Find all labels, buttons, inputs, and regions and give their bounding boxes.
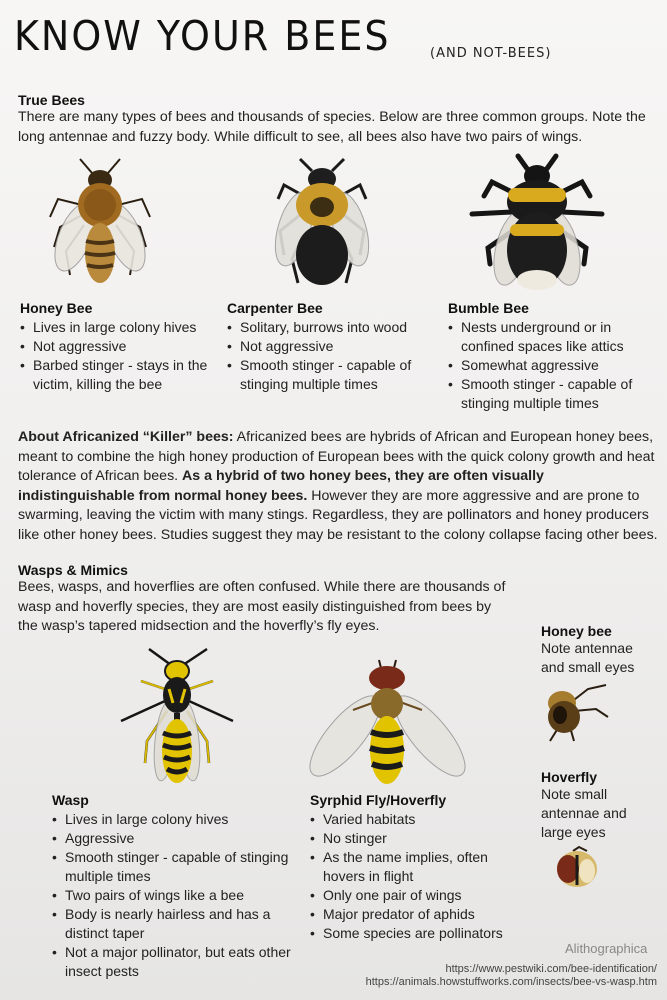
honey-bee-title: Honey Bee: [20, 300, 93, 316]
bumble-bee-title: Bumble Bee: [448, 300, 529, 316]
carpenter-bee-bullets: [227, 318, 432, 394]
carpenter-bee-illustration: [262, 155, 382, 290]
bumble-bee-illustration: [462, 152, 612, 297]
honey-bee-illustration: [40, 155, 160, 290]
list-item: • Not a major pollinator, but eats other insect pests: [52, 943, 292, 981]
page-title: KNOW YOUR BEES: [14, 12, 391, 60]
africanized-lead: About Africanized “Killer” bees:: [18, 429, 234, 445]
wasps-heading: Wasps & Mimics: [18, 562, 128, 578]
list-item: • Lives in large colony hives: [20, 318, 220, 337]
list-item: • Smooth stinger - capable of stinging multiple times: [227, 356, 432, 394]
list-item: • Not aggressive: [20, 337, 220, 356]
bumble-bee-bullets: [448, 318, 648, 413]
true-bees-text: There are many types of bees and thousands of species. Below are three common groups. Note the long antennae and fuzzy body. While difficult to see, all bees also have two pairs of wings.: [18, 109, 646, 145]
list-item: • As the name implies, often hovers in flight: [310, 848, 510, 886]
africanized-text-1: Africanized bees are hybrids of African and European honey bees, meant to combine the high honey production of European bees with the quick colony growth and heat tolerance of African bees.: [18, 429, 655, 484]
hoverfly-note-title: Hoverfly: [541, 769, 598, 785]
sources: [237, 963, 657, 989]
africanized-text-2: However they are more aggressive and are prone to swarming, leaving the victim with many stings. Regardless, they are pollinators and honey producers like other honey bees. Studies suggest they may be resistant to the colony collapse facing other bees.: [18, 487, 658, 543]
wasp-bullets: [52, 810, 292, 981]
list-item: • Body is nearly hairless and has a distinct taper: [52, 905, 292, 943]
honey-bee-bullets: [20, 318, 220, 394]
list-item: • Lives in large colony hives: [52, 810, 292, 829]
list-item: • Barbed stinger - stays in the victim, killing the bee: [20, 356, 220, 394]
page-subtitle: (AND NOT-BEES): [430, 46, 552, 61]
africanized-paragraph: [18, 428, 658, 545]
hoverfly-section: [310, 792, 510, 943]
source-link[interactable]: https://animals.howstuffworks.com/insects/bee-vs-wasp.htm: [365, 976, 657, 988]
credit-signature: Alithographica: [565, 941, 648, 956]
honey-bee-section: [20, 300, 220, 394]
true-bees-heading: True Bees: [18, 92, 85, 108]
hoverfly-illustration: [305, 658, 470, 793]
list-item: • Aggressive: [52, 829, 292, 848]
carpenter-bee-section: [227, 300, 432, 394]
africanized-bold: As a hybrid of two honey bees, they are often visually indistinguishable from normal honey bees.: [18, 468, 544, 504]
wasps-text: Bees, wasps, and hoverflies are often confused. While there are thousands of wasp and hoverfly species, they are most easily distinguished from bees by the wasp’s tapered midsection and the hoverfly’s fly eyes.: [18, 579, 506, 634]
list-item: • Only one pair of wings: [310, 886, 510, 905]
list-item: • Somewhat aggressive: [448, 356, 648, 375]
list-item: • Not aggressive: [227, 337, 432, 356]
source-link[interactable]: https://www.pestwiki.com/bee-identification/: [445, 963, 657, 975]
list-item: • Nests underground or in confined spaces like attics: [448, 318, 648, 356]
hoverfly-title: Syrphid Fly/Hoverfly: [310, 792, 447, 808]
list-item: • Varied habitats: [310, 810, 510, 829]
honey-bee-note-text: Note antennae and small eyes: [541, 640, 635, 675]
honey-bee-note-title: Honey bee: [541, 623, 612, 639]
honey-bee-head-icon: [540, 683, 610, 743]
bumble-bee-section: [448, 300, 648, 413]
wasp-title: Wasp: [52, 792, 89, 808]
honey-bee-note: [541, 623, 651, 677]
list-item: • Two pairs of wings like a bee: [52, 886, 292, 905]
list-item: • Smooth stinger - capable of stinging multiple times: [52, 848, 292, 886]
wasp-illustration: [115, 645, 240, 795]
list-item: • No stinger: [310, 829, 510, 848]
hoverfly-note: [541, 769, 651, 842]
list-item: • Major predator of aphids: [310, 905, 510, 924]
hoverfly-head-icon: [553, 845, 603, 890]
wasp-section: [52, 792, 292, 981]
hoverfly-bullets: [310, 810, 510, 943]
list-item: • Smooth stinger - capable of stinging multiple times: [448, 375, 648, 413]
carpenter-bee-title: Carpenter Bee: [227, 300, 323, 316]
list-item: • Some species are pollinators: [310, 924, 510, 943]
hoverfly-note-text: Note small antennae and large eyes: [541, 786, 627, 840]
list-item: • Solitary, burrows into wood: [227, 318, 432, 337]
